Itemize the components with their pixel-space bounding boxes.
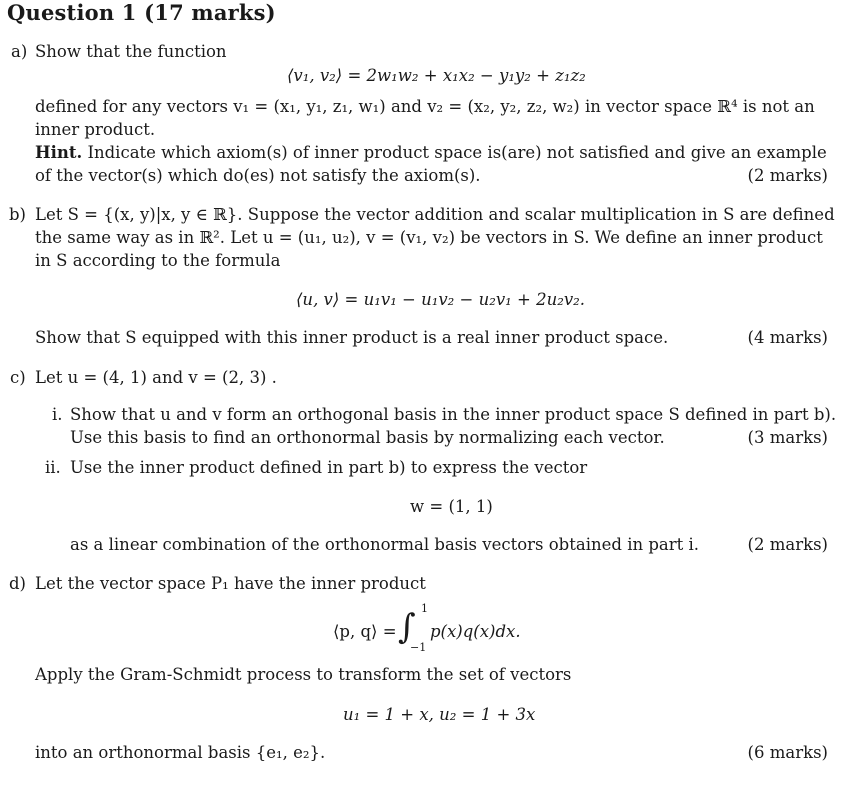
part-d-equation2: u₁ = 1 + x, u₂ = 1 + 3x xyxy=(343,705,536,724)
part-c-ii-line2: as a linear combination of the orthonormal basis vectors obtained in part i. xyxy=(70,535,700,554)
integral-sign: ∫ xyxy=(398,607,416,647)
part-a-marks: (2 marks) xyxy=(747,166,828,185)
part-a-hint-line2: of the vector(s) which do(es) not satisfy the axiom(s). xyxy=(35,166,481,185)
part-b-line2: the same way as in ℝ². Let u = (u₁, u₂), v = (v₁, v₂) be vectors in S. We define an inner product xyxy=(35,228,823,247)
part-a-intro: Show that the function xyxy=(35,42,227,61)
part-c-i-line2: Use this basis to find an orthonormal basis by normalizing each vector. xyxy=(70,428,665,447)
part-c-ii-marks: (2 marks) xyxy=(747,535,828,554)
part-b-line1: Let S = {(x, y)|x, y ∈ ℝ}. Suppose the vector addition and scalar multiplication in S are defined xyxy=(35,205,835,224)
part-b-marks: (4 marks) xyxy=(747,328,828,347)
part-d-marks: (6 marks) xyxy=(747,743,828,762)
part-a-hint xyxy=(35,141,827,164)
part-b-equation: ⟨u, v⟩ = u₁v₁ − u₁v₂ − u₂v₁ + 2u₂v₂. xyxy=(296,290,586,309)
part-d-label: d) xyxy=(9,574,26,593)
part-a-equation: ⟨v₁, v₂⟩ = 2w₁w₂ + x₁x₂ − y₁y₂ + z₁z₂ xyxy=(287,66,586,85)
part-c-line1: Let u = (4, 1) and v = (2, 3) . xyxy=(35,368,277,387)
part-d-integrand: p(x)q(x)dx. xyxy=(430,622,521,641)
part-c-i-label: i. xyxy=(52,405,63,424)
part-c-i-marks: (3 marks) xyxy=(747,428,828,447)
integral-lower-limit: −1 xyxy=(410,641,427,654)
part-d-line2: Apply the Gram-Schmidt process to transform the set of vectors xyxy=(35,665,572,684)
hint-label: Hint. xyxy=(35,143,83,162)
question-title: Question 1 (17 marks) xyxy=(7,0,276,25)
part-a-line2: inner product. xyxy=(35,120,156,139)
part-c-ii-line1: Use the inner product defined in part b) to express the vector xyxy=(70,458,588,477)
part-c-label: c) xyxy=(10,368,26,387)
part-a-label: a) xyxy=(11,42,28,61)
part-b-label: b) xyxy=(9,205,26,224)
part-c-ii-label: ii. xyxy=(45,458,61,477)
part-a-line1: defined for any vectors v₁ = (x₁, y₁, z₁, w₁) and v₂ = (x₂, y₂, z₂, w₂) in vector space ℝ⁴ is not an xyxy=(35,97,815,116)
part-c-i-line1: Show that u and v form an orthogonal basis in the inner product space S defined in part b). xyxy=(70,405,837,424)
hint-text: Indicate which axiom(s) of inner product space is(are) not satisfied and give an example xyxy=(82,143,827,162)
integral-upper-limit: 1 xyxy=(421,602,428,615)
part-c-ii-equation: w = (1, 1) xyxy=(410,497,493,516)
part-d-line1: Let the vector space P₁ have the inner product xyxy=(35,574,426,593)
part-b-line4: Show that S equipped with this inner product is a real inner product space. xyxy=(35,328,669,347)
part-d-eq-lhs: ⟨p, q⟩ = xyxy=(333,622,397,641)
part-d-line3: into an orthonormal basis {e₁, e₂}. xyxy=(35,743,326,762)
part-b-line3: in S according to the formula xyxy=(35,251,281,270)
